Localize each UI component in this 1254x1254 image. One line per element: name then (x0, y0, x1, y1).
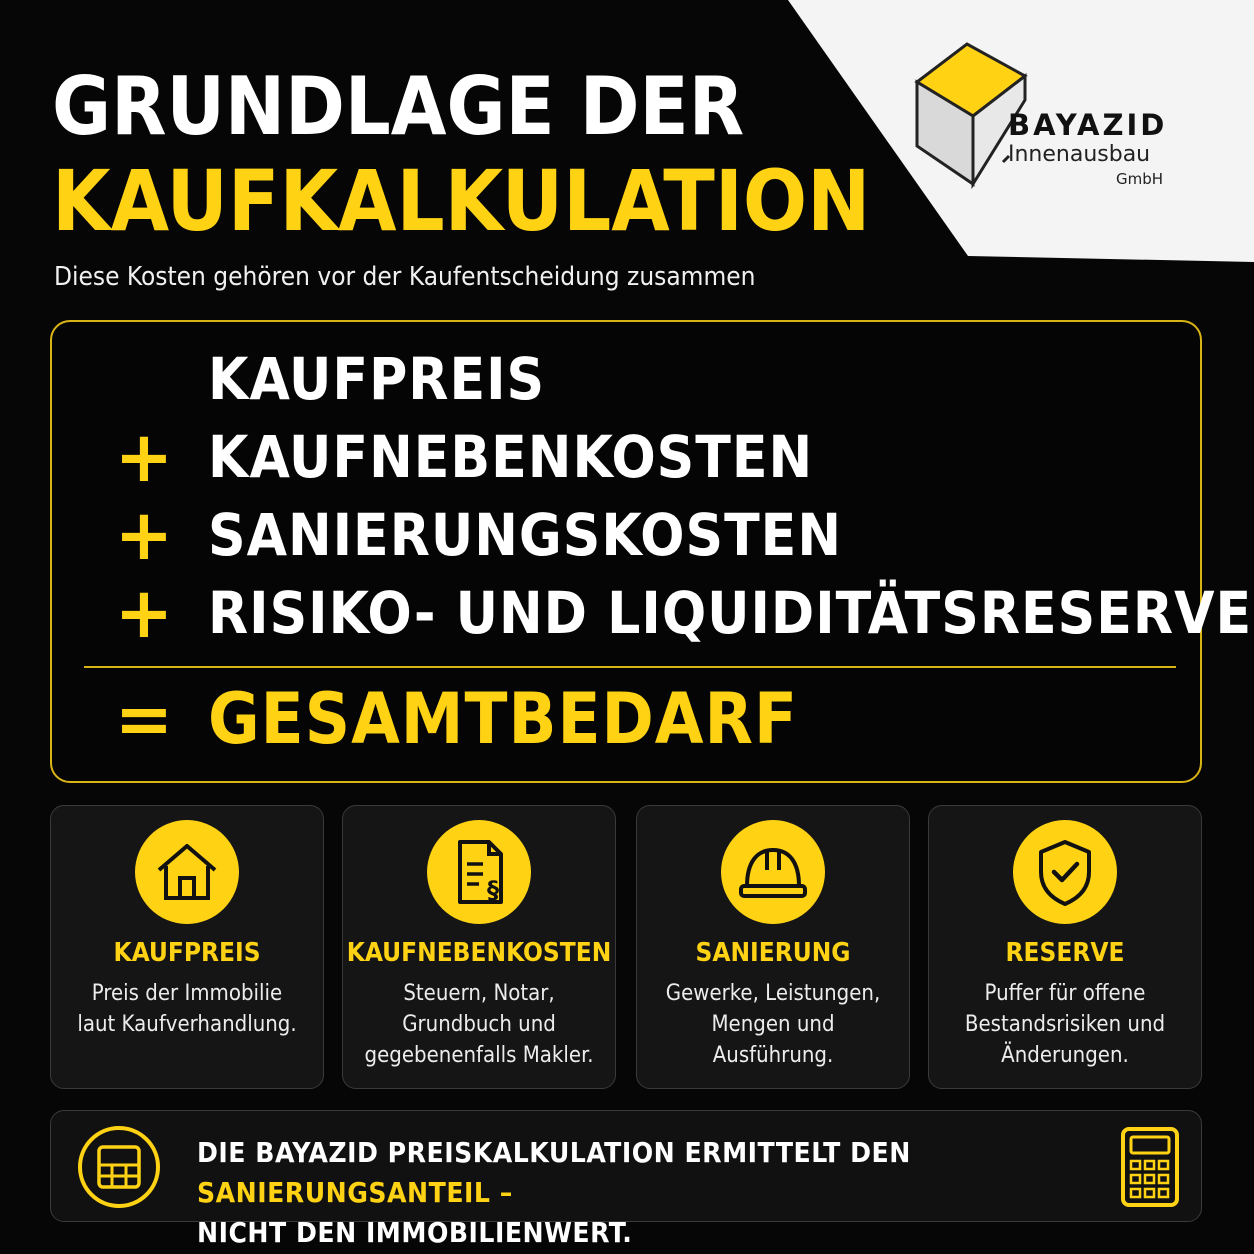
title-line-2: KAUFKALKULATION (52, 152, 871, 250)
footer-text-part1: DIE BAYAZID PREISKALKULATION ERMITTELT DEN (197, 1136, 911, 1169)
formula-divider (84, 666, 1176, 668)
formula-box (50, 320, 1253, 783)
formula-term: KAUFNEBENKOSTEN (208, 423, 814, 491)
card-kaufpreis (50, 805, 324, 1089)
formula-term: RISIKO- UND LIQUIDITÄTSRESERVE (208, 579, 1253, 647)
card-reserve (928, 805, 1202, 1089)
formula-row (52, 416, 1200, 498)
brand-subline: Innenausbau (1008, 142, 1151, 167)
footer-text-line2: NICHT DEN IMMOBILIENWERT. (197, 1216, 633, 1249)
card-title: RESERVE (1005, 938, 1125, 968)
plus-sign: + (114, 416, 174, 498)
calculator-icon (77, 1125, 161, 1209)
footer-banner (50, 1110, 1202, 1249)
footer-highlight: SANIERUNGSANTEIL (197, 1176, 491, 1209)
card-title: KAUFNEBENKOSTEN (346, 938, 612, 968)
hard-hat-icon (721, 820, 825, 924)
footer-text-part2: – (490, 1176, 513, 1209)
plus-sign: + (114, 494, 174, 576)
plus-sign: + (114, 572, 174, 654)
calculator-icon (1119, 1125, 1181, 1209)
formula-row (52, 572, 1253, 654)
document-paragraph-icon (427, 820, 531, 924)
card-title: KAUFPREIS (113, 938, 261, 968)
subtitle: Diese Kosten gehören vor der Kaufentscheidung zusammen (54, 262, 756, 292)
equals-sign: = (114, 678, 174, 760)
card-text: Gewerke, Leistungen, Mengen und Ausführung. (665, 981, 881, 1068)
formula-result: GESAMTBEDARF (208, 678, 799, 760)
card-title: SANIERUNG (695, 938, 851, 968)
footer-text (197, 1133, 1201, 1253)
card-sanierung (636, 805, 910, 1089)
card-text: Steuern, Notar, Grundbuch und gegebenenfalls Makler. (364, 981, 594, 1068)
formula-term: KAUFPREIS (208, 345, 546, 413)
house-icon (135, 820, 239, 924)
formula-term: SANIERUNGSKOSTEN (208, 501, 843, 569)
card-text: Preis der Immobilie laut Kaufverhandlung. (77, 981, 297, 1037)
title-line-1: GRUNDLAGE DER (52, 60, 745, 153)
brand-name: BAYAZID (1008, 108, 1168, 142)
formula-row (52, 494, 1200, 576)
card-text: Puffer für offene Bestandsrisiken und Änderungen. (964, 981, 1166, 1068)
shield-check-icon (1013, 820, 1117, 924)
brand-legal: GmbH (1116, 170, 1164, 188)
formula-row (52, 344, 1200, 414)
svg-text:§: § (487, 876, 499, 904)
formula-result-row (52, 678, 1200, 760)
card-kaufnebenkosten (342, 805, 616, 1089)
